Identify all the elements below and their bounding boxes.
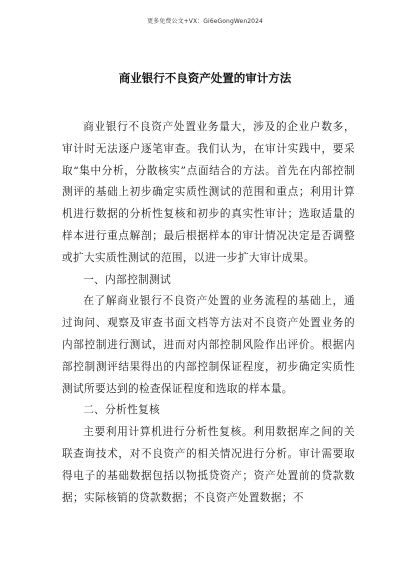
section-heading-2: 二、分析性复核 — [83, 404, 161, 417]
header-note: 更多免费公文+VX：Gi6eGongWen2024 — [147, 18, 263, 25]
paragraph-analytical-review: 主要利用计算机进行分析性复核。利用数据库之间的关联查询技术，对不良资产的相关情况进行分析。审计需要取得电子的基础数据包括以物抵贷资产；资产处置前的贷款数据；实际核销的贷款数据；不良资产处置数据；不 — [62, 426, 355, 504]
paragraph-internal-control: 在了解商业银行不良资产处置的业务流程的基础上，通过询问、观察及审查书面文档等方法对不良资产处置业务的内部控制进行测试，进而对内部控制风险作出评价。根据内部控制测评结果得出的内部控制保证程度，初步确定实质性测试所要达到的检查保证程度和选取的样本量。 — [62, 295, 355, 395]
document-body — [62, 117, 355, 509]
document-title: 商业银行不良资产处置的审计方法 — [118, 71, 292, 85]
section-heading-1: 一、内部控制测试 — [83, 273, 172, 286]
paragraph-intro: 商业银行不良资产处置业务量大，涉及的企业户数多，审计时无法逐户逐笔审查。我们认为，在审计实践中，要采取“集中分析，分散核实”点面结合的方法。首先在内部控制测评的基础上初步确定实质性测试的范围和重点；利用计算机进行数据的分析性复核和初步的真实性审计；选取适量的样本进行重点解剖；最后根据样本的审计情况决定是否调整或扩大实质性测试的范围，以进一步扩大审计成果。 — [62, 121, 355, 264]
